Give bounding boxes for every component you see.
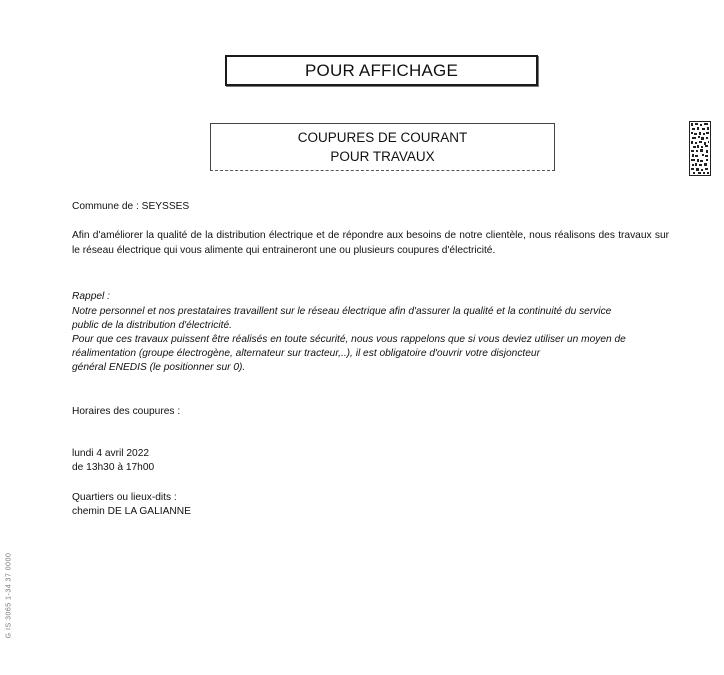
rappel-line-5: général ENEDIS (le positionner sur 0). bbox=[72, 362, 246, 373]
rappel-line-2: public de la distribution d'électricité. bbox=[72, 320, 232, 331]
rappel-heading: Rappel : bbox=[72, 291, 110, 302]
schedule-date: lundi 4 avril 2022 bbox=[72, 448, 150, 459]
subtitle-line-2: POUR TRAVAUX bbox=[330, 149, 435, 164]
subtitle-box bbox=[210, 123, 555, 171]
locations-heading: Quartiers ou lieux-dits : bbox=[72, 492, 177, 503]
rappel-line-3: Pour que ces travaux puissent être réalisés en toute sécurité, nous vous rappelons que si vous deviez utiliser un moyen de bbox=[72, 334, 626, 345]
side-reference-code bbox=[4, 540, 14, 650]
rappel-line-1: Notre personnel et nos prestataires travaillent sur le réseau électrique afin d'assurer la qualité et la continuité du service bbox=[72, 306, 612, 317]
rappel-line-4: réalimentation (groupe électrogène, alternateur sur tracteur,..), il est obligatoire d'ouvrir votre disjoncteur bbox=[72, 348, 540, 359]
schedule-time: de 13h30 à 17h00 bbox=[72, 462, 155, 473]
intro-paragraph: Afin d'améliorer la qualité de la distribution électrique et de répondre aux besoins de notre clientèle, nous réalisons des travaux sur le réseau électrique qui vous alimente qui entraineront une ou plusieurs coupures d'électricité. bbox=[72, 230, 669, 256]
page-title: POUR AFFICHAGE bbox=[305, 60, 458, 80]
schedule-heading: Horaires des coupures : bbox=[72, 406, 181, 417]
locations-value: chemin DE LA GALIANNE bbox=[72, 506, 191, 517]
commune-line: Commune de : SEYSSES bbox=[72, 201, 190, 212]
qr-code-icon bbox=[689, 121, 711, 176]
side-reference-text: G IS 3065 1-34 37 0000 bbox=[5, 552, 13, 638]
subtitle-line-1: COUPURES DE COURANT bbox=[297, 130, 468, 145]
title-box bbox=[225, 55, 538, 86]
